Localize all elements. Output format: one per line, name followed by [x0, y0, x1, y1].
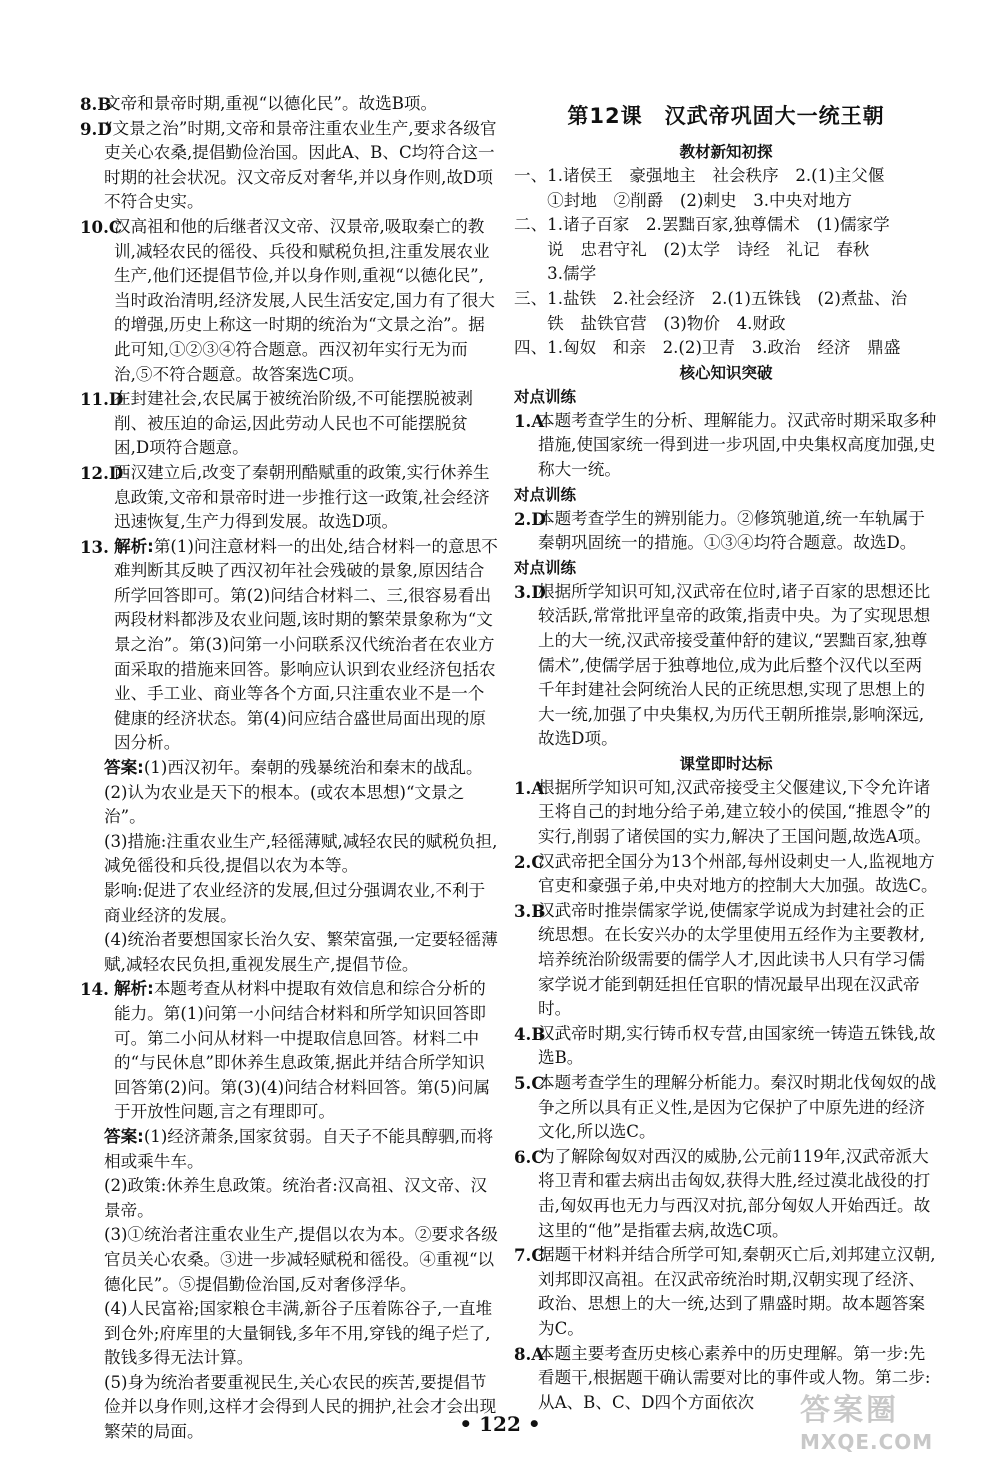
- knowledge-line: 三、1.盐铁 2.社会经济 2.(1)五铢钱 (2)煮盐、治: [514, 288, 908, 308]
- answer-item-13: [80, 535, 500, 978]
- item-text: 在封建社会,农民属于被统治阶级,不可能摆脱被剥削、被压迫的命运,因此劳动人民也不可能摆脱贫困,D项符合题意。: [114, 389, 474, 458]
- knowledge-line: 说 忠君守礼 (2)太学 诗经 礼记 春秋: [514, 239, 870, 259]
- item-number: 4.B: [514, 1023, 546, 1044]
- analysis-text: 本题考查从材料中提取有效信息和综合分析的能力。第(1)问第一小问结合材料和所学知识回答即可。第二小问从材料一中提取信息回答。材料二中的“与民休息”即休养生息政策,据此并结合所学知识回答第(2)问。第(3)(4)问结合材料回答。第(5)问属于开放性问题,言之有理即可。: [114, 979, 491, 1122]
- core-item-3: [514, 580, 938, 752]
- knowledge-line: ①封地 ②削爵 (2)刺史 3.中央对地方: [514, 190, 853, 210]
- class-item-3: [514, 899, 938, 1022]
- watermark-url: MXQE.COM: [800, 1430, 934, 1454]
- analysis-text: 第(1)问注意材料一的出处,结合材料一的意思不难判断其反映了西汉初年社会残破的景象,原因结合所学回答即可。第(2)问结合材料二、三,很容易看出两段材料都涉及农业问题,该时期的繁荣景象称为“文景之治”。第(3)问第一小问联系汉代统治者在农业方面采取的措施来回答。影响应认识到农业经济包括农业、手工业、商业等各个方面,只注重农业不是一个健康的经济状态。第(4)问应结合盛世局面出现的原因分析。: [114, 536, 498, 753]
- item-text: 汉武帝时推崇儒家学说,使儒家学说成为封建社会的正统思想。在长安兴办的太学里使用五经作为主要教材,培养统治阶级需要的儒学人才,因此读书人只有学习儒家学说才能到朝廷担任官职的情况最早出现在汉武帝时。: [538, 900, 925, 1019]
- core-item-1: [514, 409, 938, 483]
- item-text: 为了解除匈奴对西汉的威胁,公元前119年,汉武帝派大将卫青和霍去病出击匈奴,获得大胜,经过漠北战役的打击,匈奴再也无力与西汉对抗,部分匈奴人开始西迁。故这里的“他”是指霍去病,故选C项。: [538, 1146, 931, 1240]
- watermark: [800, 1393, 990, 1461]
- knowledge-line: 3.儒学: [514, 264, 597, 284]
- item-number: 8.B: [80, 94, 112, 114]
- section-title-core: 核心知识突破: [679, 363, 773, 382]
- analysis-label: 解析:: [114, 979, 154, 999]
- item-number: 8.A: [514, 1343, 545, 1364]
- q13-answer-3b: 影响:促进了农业经济的发展,但过分强调农业,不利于商业经济的发展。: [104, 881, 486, 925]
- class-item-7: [514, 1243, 938, 1341]
- item-text: 本题考查学生的辨别能力。②修筑驰道,统一车轨属于秦朝巩固统一的措施。①③④均符合题意。故选D。: [538, 508, 925, 553]
- item-text: 汉武帝时期,实行铸币权专营,由国家统一铸造五铢钱,故选B。: [538, 1023, 936, 1068]
- class-item-4: [514, 1022, 938, 1071]
- q13-answer-1: [80, 756, 500, 781]
- section-title-classroom: 课堂即时达标: [679, 754, 773, 773]
- item-number: 3.D: [514, 581, 546, 602]
- analysis-label: 解析:: [114, 536, 154, 556]
- section-title-textbook: 教材新知初探: [679, 143, 773, 161]
- training-heading: 对点训练: [514, 485, 577, 504]
- lesson-title: 第12课 汉武帝巩固大一统王朝: [567, 104, 885, 128]
- item-number: 1.A: [514, 777, 545, 798]
- item-text: 本题考查学生的理解分析能力。秦汉时期北伐匈奴的战争之所以具有正义性,是因为它保护了中原先进的经济文化,所以选C。: [538, 1073, 937, 1142]
- class-item-5: [514, 1071, 938, 1145]
- knowledge-line: 四、1.匈奴 和亲 2.(2)卫青 3.政治 经济 鼎盛: [514, 338, 901, 358]
- item-number: 5.C: [514, 1073, 545, 1093]
- item-number: 2.C: [514, 851, 545, 872]
- item-number: 11.D: [80, 389, 124, 410]
- item-text: 本题考查学生的分析、理解能力。汉武帝时期采取多种措施,使国家统一得到进一步巩固,中央集权高度加强,史称大一统。: [538, 410, 937, 479]
- answer-item-11: [80, 387, 500, 461]
- knowledge-list: [514, 164, 938, 361]
- item-text: 汉高祖和他的后继者汉文帝、汉景帝,吸取秦亡的教训,减轻农民的徭役、兵役和赋税负担,注重发展农业生产,他们还提倡节俭,并以身作则,重视“以德化民”,当时政治清明,经济发展,人民生活安定,国力有了很大的增强,历史上称这一时期的统治为“文景之治”。据此可知,①②③④符合题意。西汉初年实行无为而治,⑤不符合题意。故答案选C项。: [114, 216, 495, 384]
- core-item-2: [514, 507, 938, 556]
- item-text: “文景之治”时期,文帝和景帝注重农业生产,要求各级官吏关心农桑,提倡勤俭治国。因此A、B、C均符合这一时期的社会状况。汉文帝反对奢华,并以身作则,故D项不符合史实。: [104, 118, 497, 212]
- answer-text: (1)经济萧条,国家贫弱。自天子不能具醇驷,而将相或乘牛车。: [104, 1126, 494, 1171]
- item-number: 12.D: [80, 462, 124, 483]
- q13-answer-4: (4)统治者要想国家长治久安、繁荣富强,一定要轻徭薄赋,减轻农民负担,重视发展生产,提倡节俭。: [104, 930, 498, 974]
- knowledge-line: 一、1.诸侯王 豪强地主 社会秩序 2.(1)主父偃: [514, 166, 885, 185]
- right-column: [514, 92, 938, 1415]
- item-number: 13.: [80, 536, 109, 557]
- q14-answer-4: (4)人民富裕;国家粮仓丰满,新谷子压着陈谷子,一直堆到仓外;府库里的大量铜钱,多年不用,穿钱的绳子烂了,散钱多得无法计算。: [104, 1299, 493, 1368]
- item-text: 根据所学知识可知,汉武帝接受主父偃建议,下令允许诸王将自己的封地分给子弟,建立较小的侯国,“推恩令”的实行,削弱了诸侯国的实力,解决了王国问题,故选A项。: [538, 777, 931, 847]
- answer-text: (1)西汉初年。秦朝的残暴统治和秦末的战乱。: [143, 758, 483, 778]
- item-text: 根据所学知识可知,汉武帝在位时,诸子百家的思想还比较活跃,常常批评皇帝的政策,指责中央。为了实现思想上的大一统,汉武帝接受董仲舒的建议,“罢黜百家,独尊儒术”,使儒学居于独尊地位,成为此后整个汉代以至两千年封建社会阿统治人民的正统思想,实现了思想上的大一统,加强了中央集权,为历代王朝所推崇,影响深远,故选D项。: [538, 581, 931, 749]
- answer-item-10: [80, 215, 500, 387]
- item-text: 文帝和景帝时期,重视“以德化民”。故选B项。: [104, 94, 438, 113]
- q14-answer-5: (5)身为统治者要重视民生,关心农民的疾苦,要提倡节俭并以身作则,这样才会得到人民的拥护,社会才会出现繁荣的局面。: [104, 1372, 497, 1442]
- answer-item-12: [80, 461, 500, 535]
- item-number: 9.D: [80, 118, 112, 139]
- q13-answer-3a: (3)措施:注重农业生产,轻徭薄赋,减轻农民的赋税负担,减免徭役和兵役,提倡以农为本等。: [104, 831, 498, 876]
- page-number: • 122 •: [459, 1412, 541, 1436]
- item-number: 14.: [80, 979, 109, 1000]
- class-item-6: [514, 1145, 938, 1243]
- left-column: [80, 92, 500, 1445]
- item-text: 汉武帝把全国分为13个州部,每州设刺史一人,监视地方官吏和豪强子弟,中央对地方的控制大大加强。故选C。: [538, 851, 938, 896]
- q14-answer-1: [80, 1125, 500, 1174]
- knowledge-line: 二、1.诸子百家 2.罢黜百家,独尊儒术 (1)儒家学: [514, 215, 890, 235]
- item-number: 2.D: [514, 508, 546, 529]
- class-item-1: [514, 776, 938, 850]
- item-number: 10.C: [80, 216, 123, 237]
- q14-answer-3: (3)①统治者注重农业生产,提倡以农为本。②要求各级官员关心农桑。③进一步减轻赋税和徭役。④重视“以德化民”。⑤提倡勤俭治国,反对奢侈浮华。: [104, 1225, 498, 1294]
- item-text: 本题主要考查历史核心素养中的历史理解。第一步:先看题干,根据题干确认需要对比的事件或人物。第二步:从A、B、C、D四个方面依次: [538, 1343, 931, 1412]
- item-number: 7.C: [514, 1245, 545, 1266]
- item-text: 西汉建立后,改变了秦朝刑酷赋重的政策,实行休养生息政策,文帝和景帝时进一步推行这一政策,社会经济迅速恢复,生产力得到发展。故选D项。: [114, 462, 490, 532]
- q13-answer-2: (2)认为农业是天下的根本。(或农本思想)“文景之治”。: [104, 782, 465, 827]
- answer-label: 答案:: [104, 1126, 144, 1146]
- item-number: 1.A: [514, 410, 545, 431]
- q13-analysis: [80, 535, 500, 756]
- watermark-logo: 答案圈: [800, 1393, 899, 1428]
- q14-answer-2: (2)政策:休养生息政策。统治者:汉高祖、汉文帝、汉景帝。: [104, 1176, 488, 1220]
- answer-label: 答案:: [104, 758, 144, 778]
- knowledge-line: 铁 盐铁官营 (3)物价 4.财政: [514, 313, 786, 333]
- item-number: 6.C: [514, 1146, 545, 1167]
- answer-item-8: [80, 92, 500, 117]
- item-number: 3.B: [514, 900, 546, 921]
- answer-item-9: [80, 117, 500, 215]
- training-heading: 对点训练: [514, 387, 577, 406]
- answer-item-14: [80, 977, 500, 1444]
- item-text: 据题干材料并结合所学可知,秦朝灭亡后,刘邦建立汉朝,刘邦即汉高祖。在汉武帝统治时期,汉朝实现了经济、政治、思想上的大一统,达到了鼎盛时期。故本题答案为C。: [538, 1245, 936, 1338]
- training-heading: 对点训练: [514, 558, 577, 577]
- class-item-2: [514, 850, 938, 899]
- q14-analysis: [80, 977, 500, 1125]
